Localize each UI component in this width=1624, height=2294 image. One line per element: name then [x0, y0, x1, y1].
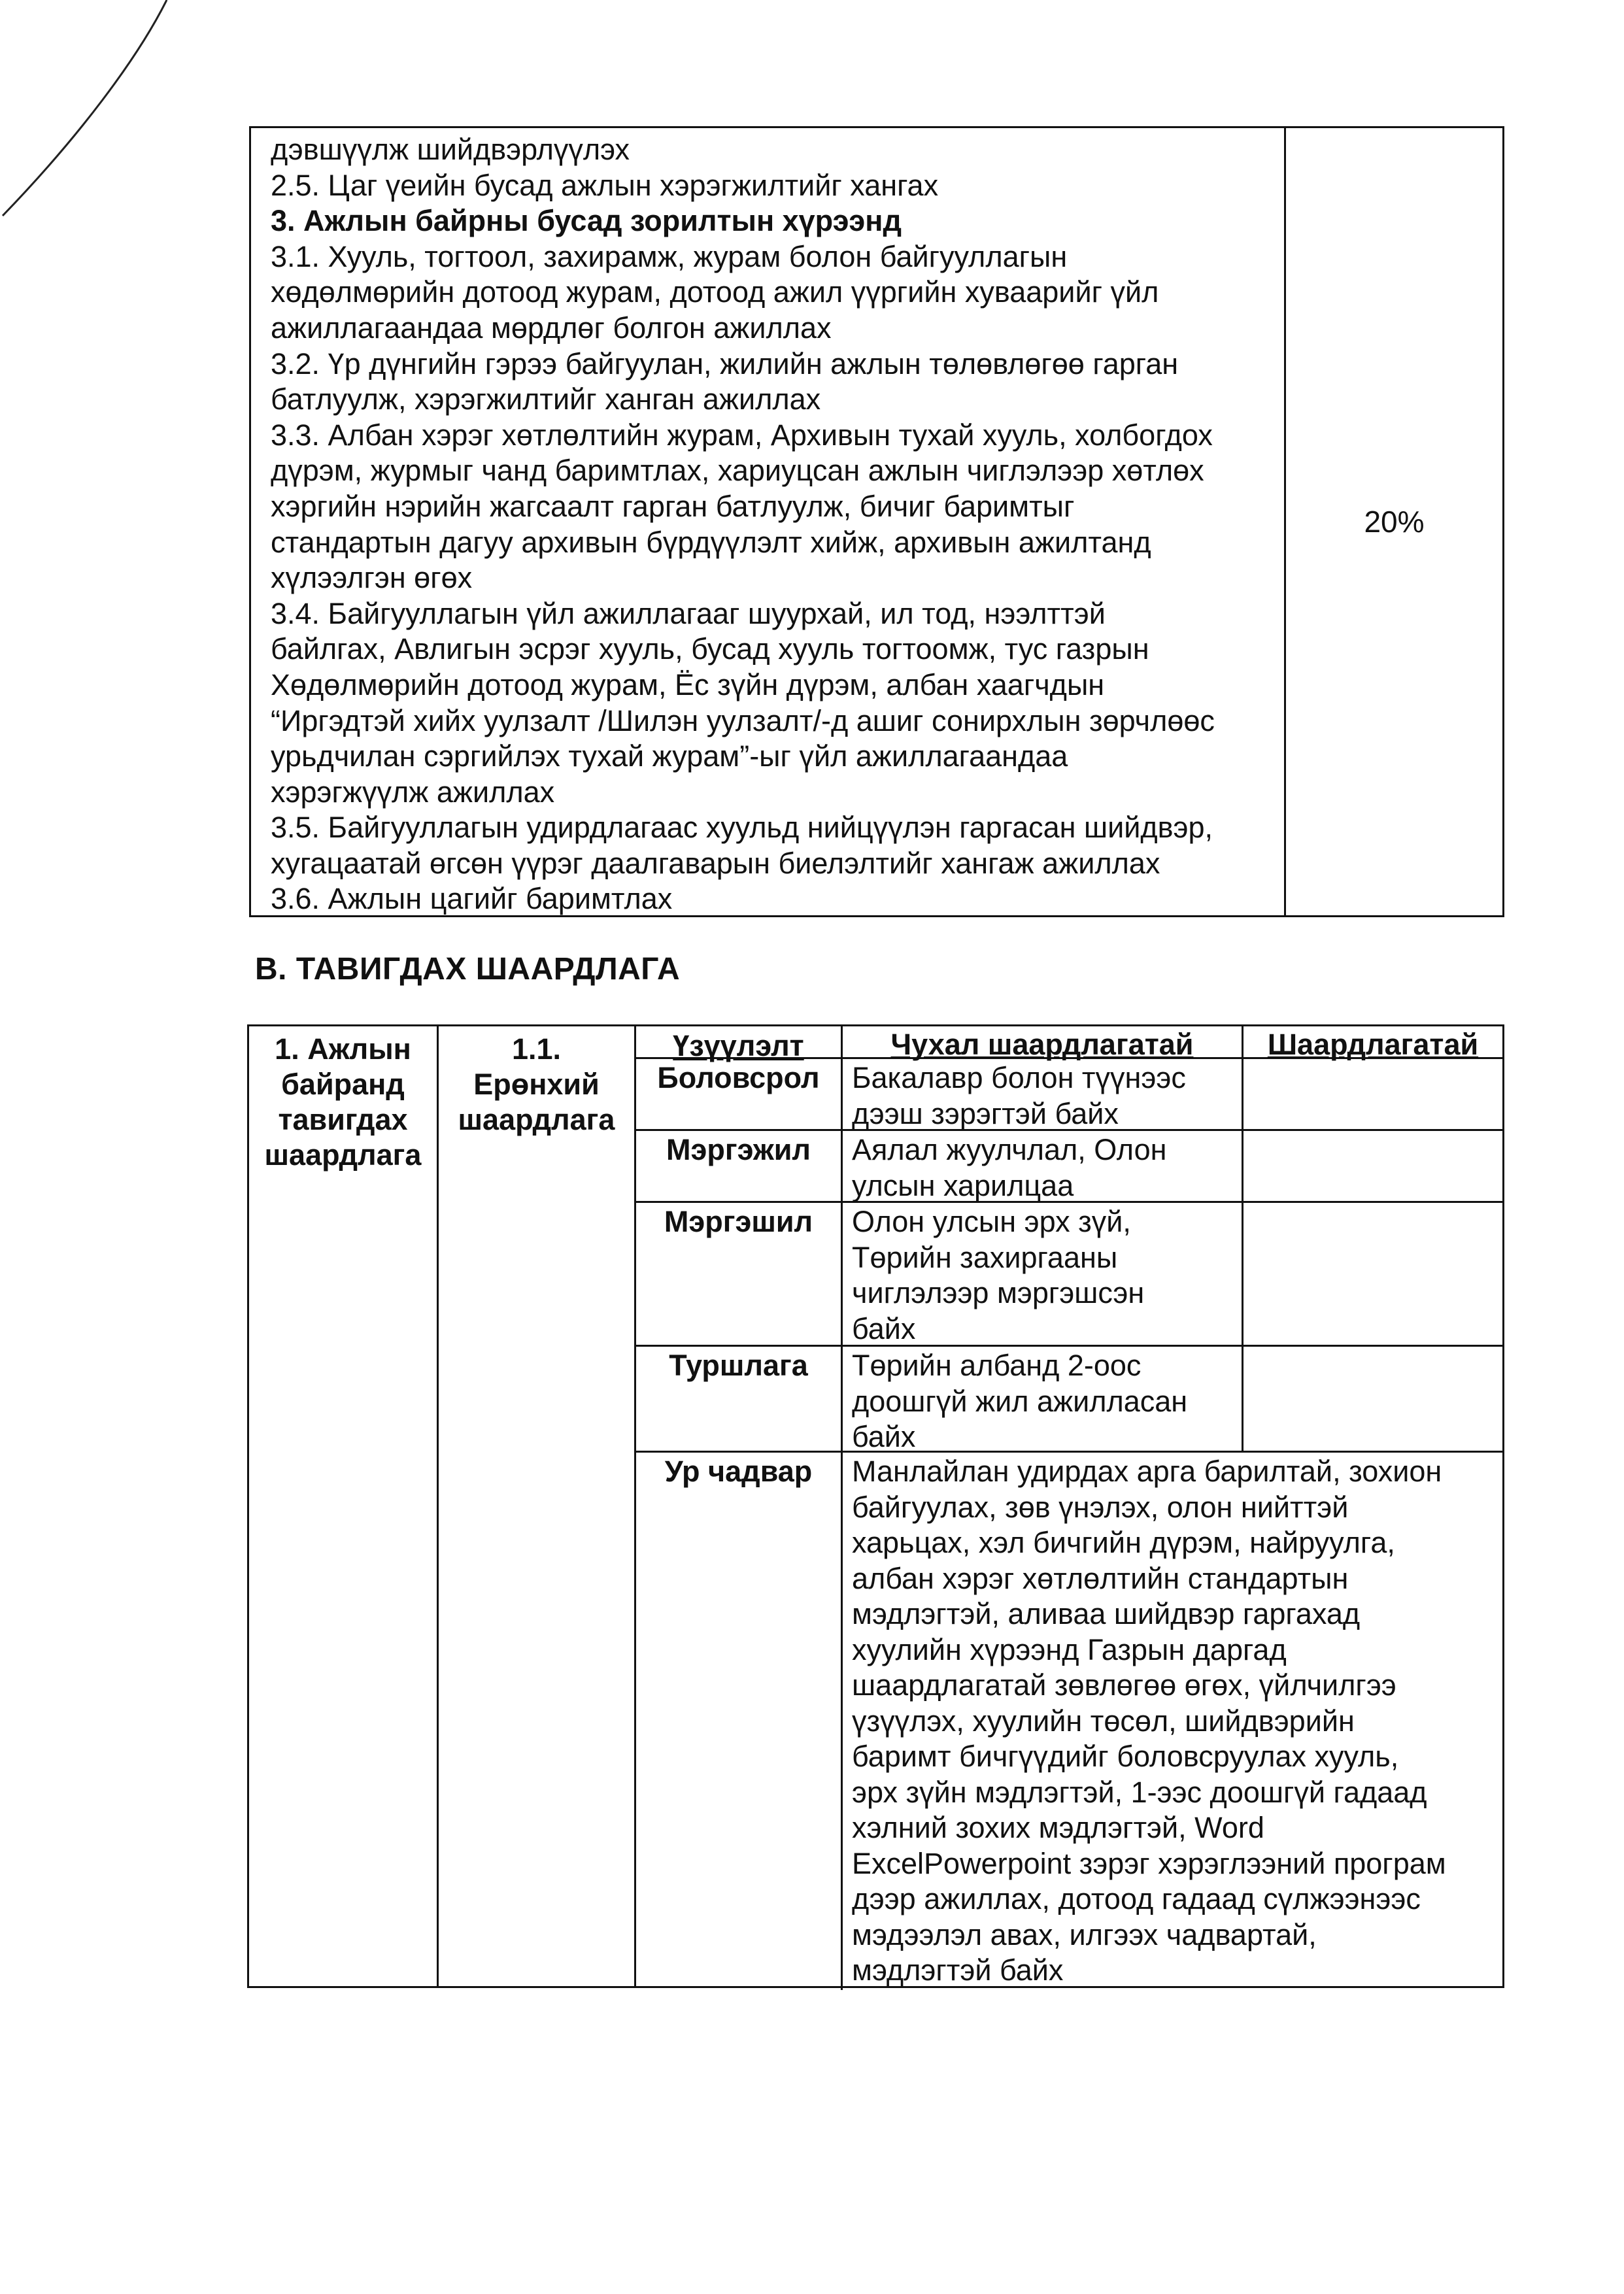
group-label-line: шаардлага	[458, 1103, 615, 1136]
requirement-row	[636, 1347, 1502, 1453]
group-label-line: 1.1.	[511, 1032, 562, 1066]
duty-line: 3.3. Албан хэрэг хөтлөлтийн журам, Архивын тухай хууль, холбогдох	[271, 418, 1213, 452]
requirement-indicator: Туршлага	[636, 1347, 843, 1451]
description-line: хэлний зохих мэдлэгтэй, Word	[852, 1811, 1264, 1844]
duty-line: хэргийн нэрийн жагсаалт гарган батлуулж, бичиг баримтыг	[271, 489, 1075, 523]
requirements-grid	[636, 1026, 1502, 1986]
requirement-description	[843, 1059, 1243, 1129]
requirement-row	[636, 1059, 1502, 1131]
duty-line: ажиллагаандаа мөрдлөг болгон ажиллах	[271, 311, 832, 345]
weight-cell	[1286, 128, 1502, 915]
requirement-description	[843, 1131, 1243, 1201]
pen-stroke-mark	[0, 0, 196, 222]
description-line: мэдлэгтэй байх	[852, 1953, 1064, 1987]
requirement-required-cell	[1243, 1203, 1502, 1345]
description-line: дээш зэрэгтэй байх	[852, 1096, 1119, 1130]
duty-line: хөдөлмөрийн дотоод журам, дотоод ажил үүргийн хуваарийг үйл	[271, 275, 1159, 309]
requirement-required-cell	[1243, 1347, 1502, 1451]
description-line: Төрийн албанд 2-оос	[852, 1349, 1142, 1382]
description-line: шаардлагатай зөвлөгөө өгөх, үйлчилгээ	[852, 1668, 1396, 1702]
category-label-line: 1. Ажлын	[275, 1032, 411, 1066]
description-line: Бакалавр болон түүнээс	[852, 1061, 1186, 1094]
requirement-indicator: Боловсрол	[636, 1059, 843, 1129]
category-label-line: тавигдах	[278, 1103, 408, 1136]
requirement-description	[843, 1203, 1243, 1345]
description-line: албан хэрэг хөтлөлтийн стандартын	[852, 1561, 1349, 1595]
description-line: мэдээлэл авах, илгээх чадвартай,	[852, 1917, 1317, 1951]
duty-line: 2.5. Цаг үеийн бусад ажлын хэрэгжилтийг хангах	[271, 168, 939, 202]
duty-line: дүрэм, журмыг чанд баримтлах, хариуцсан ажлын чиглэлээр хөтлөх	[271, 454, 1204, 488]
header-row	[636, 1026, 1502, 1062]
description-line: хуулийн хүрээнд Газрын даргад	[852, 1632, 1287, 1666]
requirement-group-cell	[439, 1026, 636, 1986]
duty-line: 3.2. Үр дүнгийн гэрээ байгуулан, жилийн ажлын төлөвлөгөө гарган	[271, 346, 1179, 380]
group-label-line: Ерөнхий	[473, 1068, 600, 1101]
weight-value: 20%	[1364, 505, 1425, 539]
requirement-indicator: Мэргэшил	[636, 1203, 843, 1345]
duty-line: стандартын дагуу архивын бүрдүүлэлт хийж, архивын ажилтанд	[271, 525, 1151, 559]
requirement-description	[843, 1453, 1502, 1990]
duty-line: 3.5. Байгууллагын удирдлагаас хуульд нийцүүлэн гаргасан шийдвэр,	[271, 811, 1213, 845]
duty-line: хугацаатай өгсөн үүрэг даалгаварын биелэлтийг хангаж ажиллах	[271, 846, 1160, 880]
duty-line: “Иргэдтэй хийх уулзалт /Шилэн уулзалт/-д ашиг сонирхлын зөрчлөөс	[271, 703, 1215, 737]
description-line: баримт бичгүүдийг боловсруулах хууль,	[852, 1740, 1399, 1773]
duty-line: хүлээлгэн өгөх	[271, 561, 473, 595]
requirement-indicator: Ур чадвар	[636, 1453, 843, 1990]
description-line: байх	[852, 1311, 916, 1345]
category-label-line: байранд	[281, 1068, 405, 1101]
description-line: байгуулах, зөв үнэлэх, олон нийттэй	[852, 1490, 1349, 1524]
description-line: байх	[852, 1420, 916, 1453]
requirement-required-cell	[1243, 1131, 1502, 1201]
description-line: Манлайлан удирдах арга барилтай, зохион	[852, 1455, 1442, 1488]
header-essential: Чухал шаардлагатай	[843, 1026, 1243, 1057]
requirements-table	[247, 1024, 1504, 1988]
requirement-indicator: Мэргэжил	[636, 1131, 843, 1201]
description-line: Аялал жуулчлал, Олон	[852, 1133, 1167, 1166]
duty-line: байлгах, Авлигын эсрэг хууль, бусад хууль тогтоомж, тус газрын	[271, 632, 1149, 666]
requirement-description	[843, 1347, 1243, 1451]
duties-text-cell	[251, 128, 1286, 915]
requirement-required-cell	[1243, 1059, 1502, 1129]
description-line: чиглэлээр мэргэшсэн	[852, 1276, 1145, 1309]
duty-line: 3.4. Байгууллагын үйл ажиллагааг шуурхай, ил тод, нээлттэй	[271, 596, 1106, 630]
duty-line: 3. Ажлын байрны бусад зорилтын хүрээнд	[271, 204, 902, 238]
requirement-category-cell	[249, 1026, 439, 1986]
description-line: эрх зүйн мэдлэгтэй, 1-ээс доошгүй гадаад	[852, 1775, 1427, 1809]
duty-line: хэрэгжүүлж ажиллах	[271, 775, 555, 809]
duty-line: дэвшүүлж шийдвэрлүүлэх	[271, 133, 630, 166]
header-indicator: Үзүүлэлт	[636, 1026, 843, 1057]
description-line: доошгүй жил ажилласан	[852, 1384, 1188, 1418]
description-line: харьцах, хэл бичгийн дүрэм, найруулга,	[852, 1526, 1395, 1559]
description-line: дээр ажиллах, дотоод гадаад сүлжээнээс	[852, 1882, 1421, 1915]
requirement-row	[636, 1131, 1502, 1203]
duty-line: 3.1. Хууль, тогтоол, захирамж, журам болон байгууллагын	[271, 239, 1068, 273]
description-line: Төрийн захиргааны	[852, 1240, 1118, 1274]
description-line: ExcelPowerpoint зэрэг хэрэглээний програм	[852, 1846, 1446, 1880]
description-line: үзүүлэх, хуулийн төсөл, шийдвэрийн	[852, 1704, 1355, 1738]
category-label-line: шаардлага	[264, 1138, 422, 1172]
description-line: улсын харилцаа	[852, 1168, 1074, 1202]
duties-table	[249, 126, 1504, 917]
duty-line: 3.6. Ажлын цагийг баримтлах	[271, 882, 673, 916]
duty-line: батлуулж, хэрэгжилтийг ханган ажиллах	[271, 382, 821, 416]
section-title: В. ТАВИГДАХ ШААРДЛАГА	[255, 952, 681, 987]
description-line: Олон улсын эрх зүй,	[852, 1205, 1131, 1238]
description-line: мэдлэгтэй, аливаа шийдвэр гаргахад	[852, 1597, 1361, 1630]
requirement-row	[636, 1453, 1502, 1990]
requirement-row	[636, 1203, 1502, 1347]
header-required: Шаардлагатай	[1267, 1028, 1479, 1061]
duty-line: Хөдөлмөрийн дотоод журам, Ёс зүйн дүрэм, албан хаагчдын	[271, 667, 1105, 701]
duty-line: урьдчилан сэргийлэх тухай журам”-ыг үйл ажиллагаандаа	[271, 739, 1068, 773]
